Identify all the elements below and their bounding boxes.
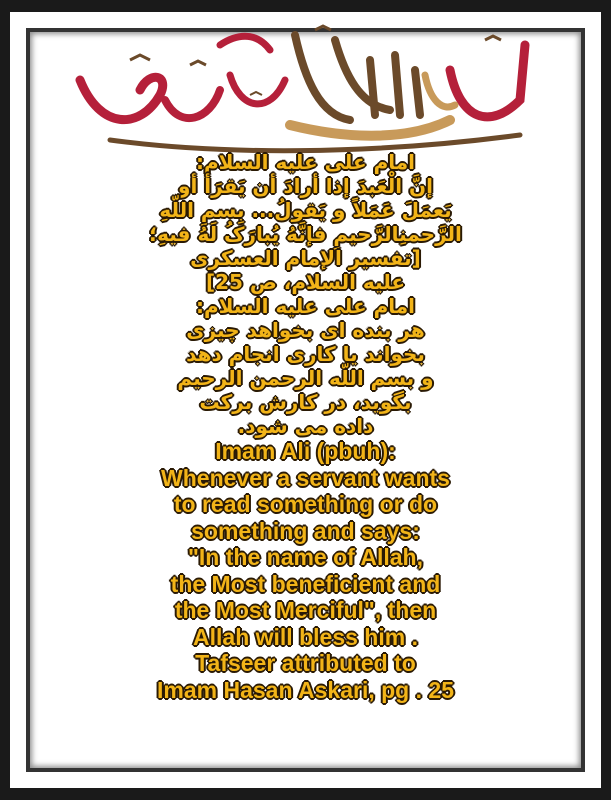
arabic-line: بگوید، در کارش برکت xyxy=(199,390,412,414)
english-line: Whenever a servant wants xyxy=(161,464,450,491)
english-line: the Most beneficient and xyxy=(170,570,441,597)
arabic-line: بخواند یا کاری انجام دهد xyxy=(186,342,425,366)
english-line: Allah will bless him . xyxy=(193,623,418,650)
arabic-line: [تفسیر الإمام العسکری xyxy=(190,246,421,270)
english-line: Imam Hasan Askari, pg . 25 xyxy=(156,676,454,703)
english-line: to read something or do xyxy=(173,491,438,517)
english-line: "In the name of Allah, xyxy=(188,544,423,570)
arabic-line: امام علی علیه السلام: xyxy=(195,294,416,318)
arabic-line: الرَّحمنِالرَّحیمِ فإنَّهُ یُبارَکُ لَهُ فیهِ؛ xyxy=(149,222,462,246)
arabic-line: یَعمَلَ عَمَلاً و یَقولُ... بِسمِ اللّهِ xyxy=(159,198,452,222)
arabic-line: إنَّ الْعَبدَ إذا أرادَ أن یَقرَأ أو xyxy=(178,174,433,198)
arabic-line: و بسم اللّه الرحمن الرحیم xyxy=(177,366,434,390)
arabic-line: علیه السلام، ص 25] xyxy=(205,270,406,294)
english-line: something and says: xyxy=(191,517,420,544)
english-line: the Most Merciful", then xyxy=(174,597,437,623)
arabic-line: داده می شود. xyxy=(237,414,374,438)
arabic-line: امام علی علیه السلام: xyxy=(195,150,416,174)
quote-text-block xyxy=(30,150,581,703)
bismillah-calligraphy xyxy=(70,20,540,160)
arabic-line: هر بنده ای بخواهد چیزی xyxy=(186,318,425,342)
english-line: Imam Ali (pbuh): xyxy=(215,438,396,464)
english-line: Tafseer attributed to xyxy=(195,650,416,676)
